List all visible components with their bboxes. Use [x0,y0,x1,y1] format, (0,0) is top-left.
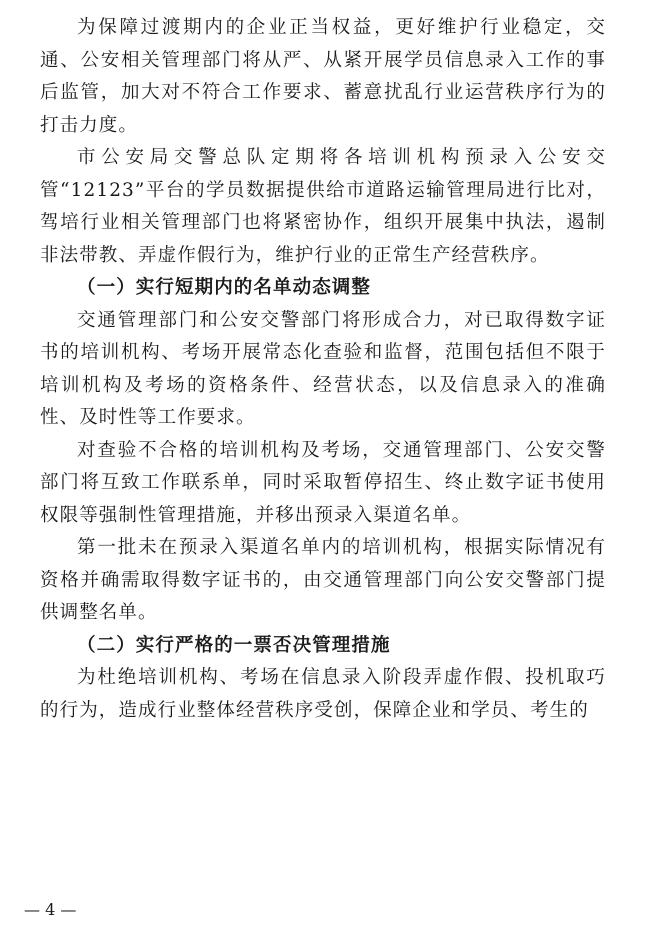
paragraph-prevent-fraud: 为杜绝培训机构、考场在信息录入阶段弄虚作假、投机取巧的行为，造成行业整体经营秩序受创，保障企业和学员、考生的 [40,667,606,721]
paragraph-unqualified-measures: 对查验不合格的培训机构及考场，交通管理部门、公安交警部门将互致工作联系单，同时采取暂停招生、终止数字证书使用权限等强制性管理措施，并移出预录入渠道名单。 [40,439,606,526]
paragraph-adjustment-list: 第一批未在预录入渠道名单内的培训机构，根据实际情况有资格并确需取得数字证书的，由交通管理部门向公安交警部门提供调整名单。 [40,537,606,623]
paragraph-data-comparison: 市公安局交警总队定期将各培训机构预录入公安交管“12123”平台的学员数据提供给市道路运输管理局进行比对，驾培行业相关管理部门也将紧密协作，组织开展集中执法，遏制非法带教、弄虚作假行为，维护行业的正常生产经营秩序。 [40,147,606,266]
page-number: — 4 — [24,900,77,919]
document-body [40,12,606,727]
section-heading-veto-measures: （二）实行严格的一票否决管理措施 [77,634,391,656]
section-heading-dynamic-adjustment: （一）实行短期内的名单动态调整 [77,277,372,298]
paragraph-supervision: 为保障过渡期内的企业正当权益，更好维护行业稳定，交通、公安相关管理部门将从严、从紧开展学员信息录入工作的事后监管，加大对不符合工作要求、蓄意扰乱行业运营秩序行为的打击力度。 [40,17,606,136]
paragraph-inspection-scope: 交通管理部门和公安交警部门将形成合力，对已取得数字证书的培训机构、考场开展常态化查验和监督，范围包括但不限于培训机构及考场的资格条件、经营状态，以及信息录入的准确性、及时性等工作要求。 [40,309,606,428]
